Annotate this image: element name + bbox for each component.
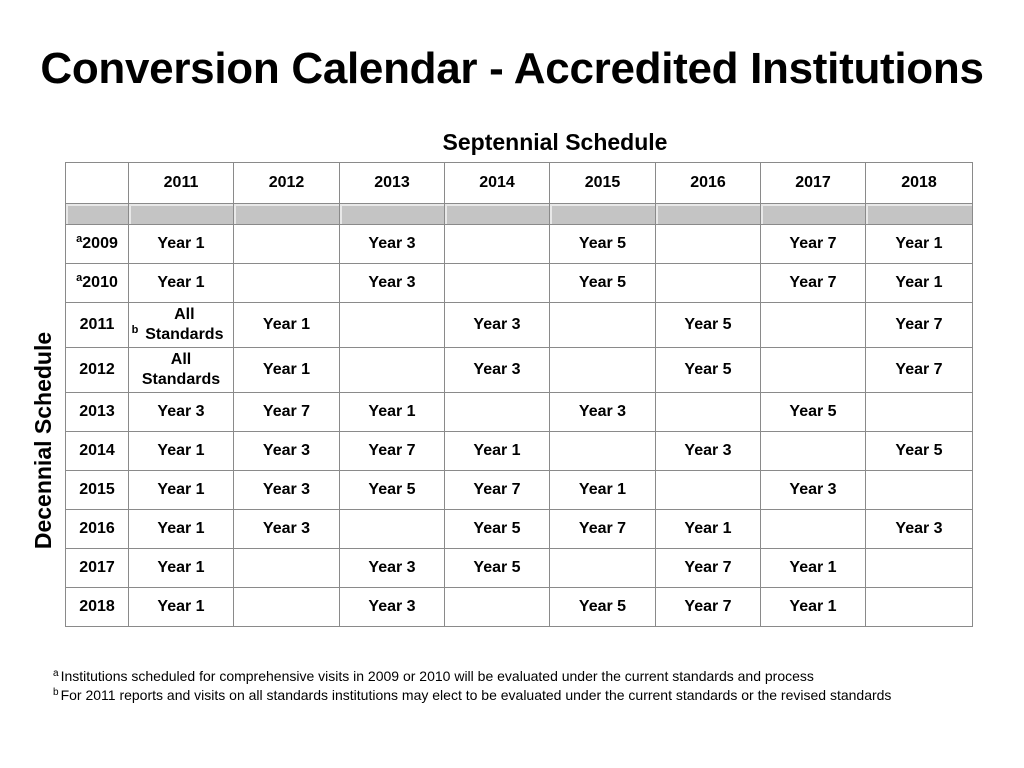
schedule-cell — [550, 549, 656, 588]
column-header: 2014 — [445, 163, 550, 204]
schedule-cell-value: Year 7 — [473, 481, 521, 498]
schedule-cell — [445, 549, 550, 588]
column-header: 2017 — [761, 163, 866, 204]
schedule-cell-value: Year 7 — [684, 598, 732, 615]
schedule-cell — [445, 393, 550, 432]
schedule-cell-value: Year 3 — [262, 520, 311, 537]
column-header: 2011 — [129, 163, 234, 204]
footnote-mark: a — [76, 233, 83, 245]
row-header-label: 2012 — [79, 361, 115, 378]
schedule-cell — [866, 549, 973, 588]
schedule-cell-value: Year 5 — [895, 442, 943, 459]
schedule-cell — [445, 471, 550, 510]
schedule-cell — [656, 510, 761, 549]
table-row — [66, 303, 973, 348]
schedule-cell-value: Year 1 — [157, 520, 205, 537]
schedule-cell — [866, 225, 973, 264]
schedule-cell — [340, 393, 445, 432]
schedule-cell-value: Year 5 — [789, 403, 837, 420]
schedule-cell-value: Year 3 — [473, 361, 521, 378]
schedule-cell — [550, 225, 656, 264]
footnote-mark: a — [53, 668, 59, 679]
table-row — [66, 393, 973, 432]
schedule-cell-value: Year 3 — [789, 481, 837, 498]
row-header — [66, 471, 129, 510]
schedule-cell — [866, 303, 973, 348]
schedule-cell-value: Year 3 — [684, 442, 732, 459]
schedule-cell-value: Year 1 — [895, 274, 943, 291]
schedule-cell — [550, 264, 656, 303]
schedule-cell-value: Year 7 — [789, 235, 837, 252]
separator-cell — [656, 204, 761, 225]
schedule-cell — [866, 393, 973, 432]
schedule-cell — [550, 588, 656, 627]
schedule-cell-value: Year 1 — [262, 316, 311, 333]
schedule-cell — [340, 264, 445, 303]
schedule-cell — [129, 264, 234, 303]
separator-row — [66, 204, 973, 225]
schedule-cell-value: Year 3 — [895, 520, 943, 537]
schedule-cell — [550, 510, 656, 549]
schedule-cell — [340, 471, 445, 510]
schedule-cell — [761, 393, 866, 432]
schedule-cell-value: Year 3 — [578, 403, 627, 420]
schedule-cell — [761, 264, 866, 303]
schedule-cell — [445, 510, 550, 549]
schedule-cell — [550, 348, 656, 393]
schedule-cell — [445, 588, 550, 627]
separator-cell — [66, 204, 129, 225]
footnote-text: For 2011 reports and visits on all standards institutions may elect to be evaluated under the current standards or the revised standards — [60, 687, 892, 703]
schedule-cell — [445, 348, 550, 393]
schedule-cell-value: Year 5 — [578, 235, 627, 252]
separator-cell — [866, 204, 973, 225]
schedule-cell-value: All Standards — [141, 351, 221, 388]
schedule-cell — [866, 264, 973, 303]
footnote-mark: b — [53, 687, 59, 698]
schedule-cell — [761, 225, 866, 264]
row-header — [66, 510, 129, 549]
schedule-cell — [656, 348, 761, 393]
schedule-cell — [550, 393, 656, 432]
separator-cell — [761, 204, 866, 225]
schedule-cell-value: Year 3 — [473, 316, 521, 333]
schedule-cell — [761, 303, 866, 348]
table-row — [66, 225, 973, 264]
schedule-cell-value: Year 1 — [157, 598, 205, 615]
schedule-cell-value: Year 7 — [789, 274, 837, 291]
column-header: 2012 — [234, 163, 340, 204]
schedule-cell-value: Year 1 — [578, 481, 627, 498]
footnote-a — [53, 667, 891, 686]
schedule-cell — [761, 510, 866, 549]
schedule-cell-value: Year 5 — [578, 274, 627, 291]
schedule-cell — [129, 225, 234, 264]
footnotes — [53, 667, 891, 705]
schedule-cell-value: Year 3 — [368, 235, 416, 252]
schedule-cell — [656, 588, 761, 627]
schedule-cell-value: Year 3 — [262, 481, 311, 498]
schedule-cell — [866, 588, 973, 627]
schedule-cell-value: Year 5 — [684, 316, 732, 333]
schedule-cell — [129, 510, 234, 549]
schedule-cell-value: Year 1 — [895, 235, 943, 252]
schedule-cell-value: Year 5 — [473, 520, 521, 537]
schedule-cell — [129, 303, 234, 348]
side-label-text: Decennial Schedule — [30, 331, 57, 549]
table-column-group-label: Septennial Schedule — [442, 129, 668, 155]
schedule-cell — [656, 225, 761, 264]
header-row — [66, 163, 973, 204]
table-row — [66, 264, 973, 303]
page-title: Conversion Calendar - Accredited Institutions — [40, 44, 984, 93]
schedule-cell-value: Year 7 — [262, 403, 311, 420]
column-header: 2015 — [550, 163, 656, 204]
row-header — [66, 303, 129, 348]
schedule-cell — [866, 432, 973, 471]
row-header-label: 2015 — [79, 481, 115, 498]
table-row — [66, 432, 973, 471]
row-header-label: 2018 — [79, 598, 115, 615]
schedule-cell — [234, 264, 340, 303]
schedule-cell-value: Year 1 — [262, 361, 311, 378]
column-header: 2018 — [866, 163, 973, 204]
schedule-cell-value: All Standards — [145, 306, 224, 343]
schedule-cell — [656, 432, 761, 471]
schedule-cell — [550, 303, 656, 348]
schedule-cell-value: Year 1 — [157, 442, 205, 459]
schedule-cell — [445, 303, 550, 348]
table-row — [66, 471, 973, 510]
schedule-cell — [761, 471, 866, 510]
schedule-cell — [445, 432, 550, 471]
row-header-label: 2016 — [79, 520, 115, 537]
row-header-label: 2017 — [79, 559, 115, 576]
row-header — [66, 225, 129, 264]
schedule-cell — [340, 588, 445, 627]
schedule-cell-value: Year 7 — [578, 520, 627, 537]
table-row — [66, 348, 973, 393]
footnote-mark: a — [76, 272, 83, 284]
schedule-cell — [656, 393, 761, 432]
row-header — [66, 549, 129, 588]
footnote-mark: b — [131, 324, 139, 336]
schedule-cell-value: Year 7 — [368, 442, 416, 459]
schedule-cell-value: Year 7 — [684, 559, 732, 576]
footnote-text: Institutions scheduled for comprehensive visits in 2009 or 2010 will be evaluated under the current standards and process — [60, 668, 814, 684]
schedule-cell — [656, 549, 761, 588]
schedule-cell — [866, 510, 973, 549]
schedule-cell — [866, 471, 973, 510]
separator-cell — [129, 204, 234, 225]
schedule-cell-value: Year 5 — [684, 361, 732, 378]
schedule-cell-value: Year 1 — [157, 274, 205, 291]
schedule-cell — [340, 303, 445, 348]
schedule-cell — [234, 471, 340, 510]
row-header-label: 2014 — [79, 442, 115, 459]
schedule-cell-value: Year 5 — [473, 559, 521, 576]
schedule-cell — [129, 549, 234, 588]
schedule-cell-value: Year 5 — [578, 598, 627, 615]
schedule-cell — [550, 471, 656, 510]
row-header — [66, 393, 129, 432]
schedule-cell — [129, 471, 234, 510]
schedule-cell-value: Year 1 — [473, 442, 521, 459]
schedule-cell — [550, 432, 656, 471]
schedule-cell — [234, 348, 340, 393]
row-header-label: 2010 — [82, 274, 118, 291]
schedule-cell-value: Year 1 — [684, 520, 732, 537]
schedule-cell — [340, 549, 445, 588]
table-row — [66, 549, 973, 588]
schedule-cell — [234, 588, 340, 627]
separator-cell — [340, 204, 445, 225]
schedule-cell — [340, 225, 445, 264]
schedule-cell-value: Year 3 — [262, 442, 311, 459]
footnote-b — [53, 686, 891, 705]
schedule-cell-value: Year 7 — [895, 361, 943, 378]
separator-cell — [234, 204, 340, 225]
schedule-cell — [129, 588, 234, 627]
column-header: 2013 — [340, 163, 445, 204]
schedule-cell — [129, 393, 234, 432]
schedule-cell-value: Year 1 — [789, 559, 837, 576]
schedule-cell — [340, 432, 445, 471]
row-header-label: 2011 — [79, 316, 115, 333]
schedule-cell-value: Year 3 — [157, 403, 205, 420]
table-body — [66, 163, 973, 627]
schedule-cell-value: Year 1 — [157, 559, 205, 576]
schedule-cell — [866, 348, 973, 393]
table-row — [66, 588, 973, 627]
separator-cell — [445, 204, 550, 225]
row-header — [66, 264, 129, 303]
schedule-cell — [234, 549, 340, 588]
schedule-cell-value: Year 3 — [368, 559, 416, 576]
schedule-cell-value: Year 1 — [368, 403, 416, 420]
row-header — [66, 432, 129, 471]
schedule-cell — [129, 432, 234, 471]
schedule-cell — [656, 471, 761, 510]
corner-cell — [66, 163, 129, 204]
schedule-cell — [761, 432, 866, 471]
schedule-cell — [234, 510, 340, 549]
schedule-cell — [234, 303, 340, 348]
table-row — [66, 510, 973, 549]
schedule-cell — [761, 348, 866, 393]
schedule-cell — [129, 348, 234, 393]
schedule-cell — [656, 264, 761, 303]
schedule-cell-value: Year 1 — [789, 598, 837, 615]
schedule-cell-value: Year 3 — [368, 598, 416, 615]
row-header — [66, 348, 129, 393]
row-header-label: 2009 — [82, 235, 118, 252]
schedule-cell-value: Year 1 — [157, 481, 205, 498]
schedule-cell-value: Year 7 — [895, 316, 943, 333]
schedule-cell-value: Year 1 — [157, 235, 205, 252]
schedule-cell — [234, 432, 340, 471]
schedule-cell — [761, 588, 866, 627]
schedule-cell — [761, 549, 866, 588]
schedule-cell — [340, 510, 445, 549]
schedule-cell-value: Year 5 — [368, 481, 416, 498]
separator-cell — [550, 204, 656, 225]
schedule-cell — [234, 393, 340, 432]
row-header — [66, 588, 129, 627]
schedule-cell — [445, 225, 550, 264]
row-header-label: 2013 — [79, 403, 115, 420]
column-header: 2016 — [656, 163, 761, 204]
schedule-cell — [234, 225, 340, 264]
schedule-cell-value: Year 3 — [368, 274, 416, 291]
conversion-calendar-table — [65, 162, 973, 627]
schedule-cell — [340, 348, 445, 393]
schedule-cell — [445, 264, 550, 303]
schedule-cell — [656, 303, 761, 348]
